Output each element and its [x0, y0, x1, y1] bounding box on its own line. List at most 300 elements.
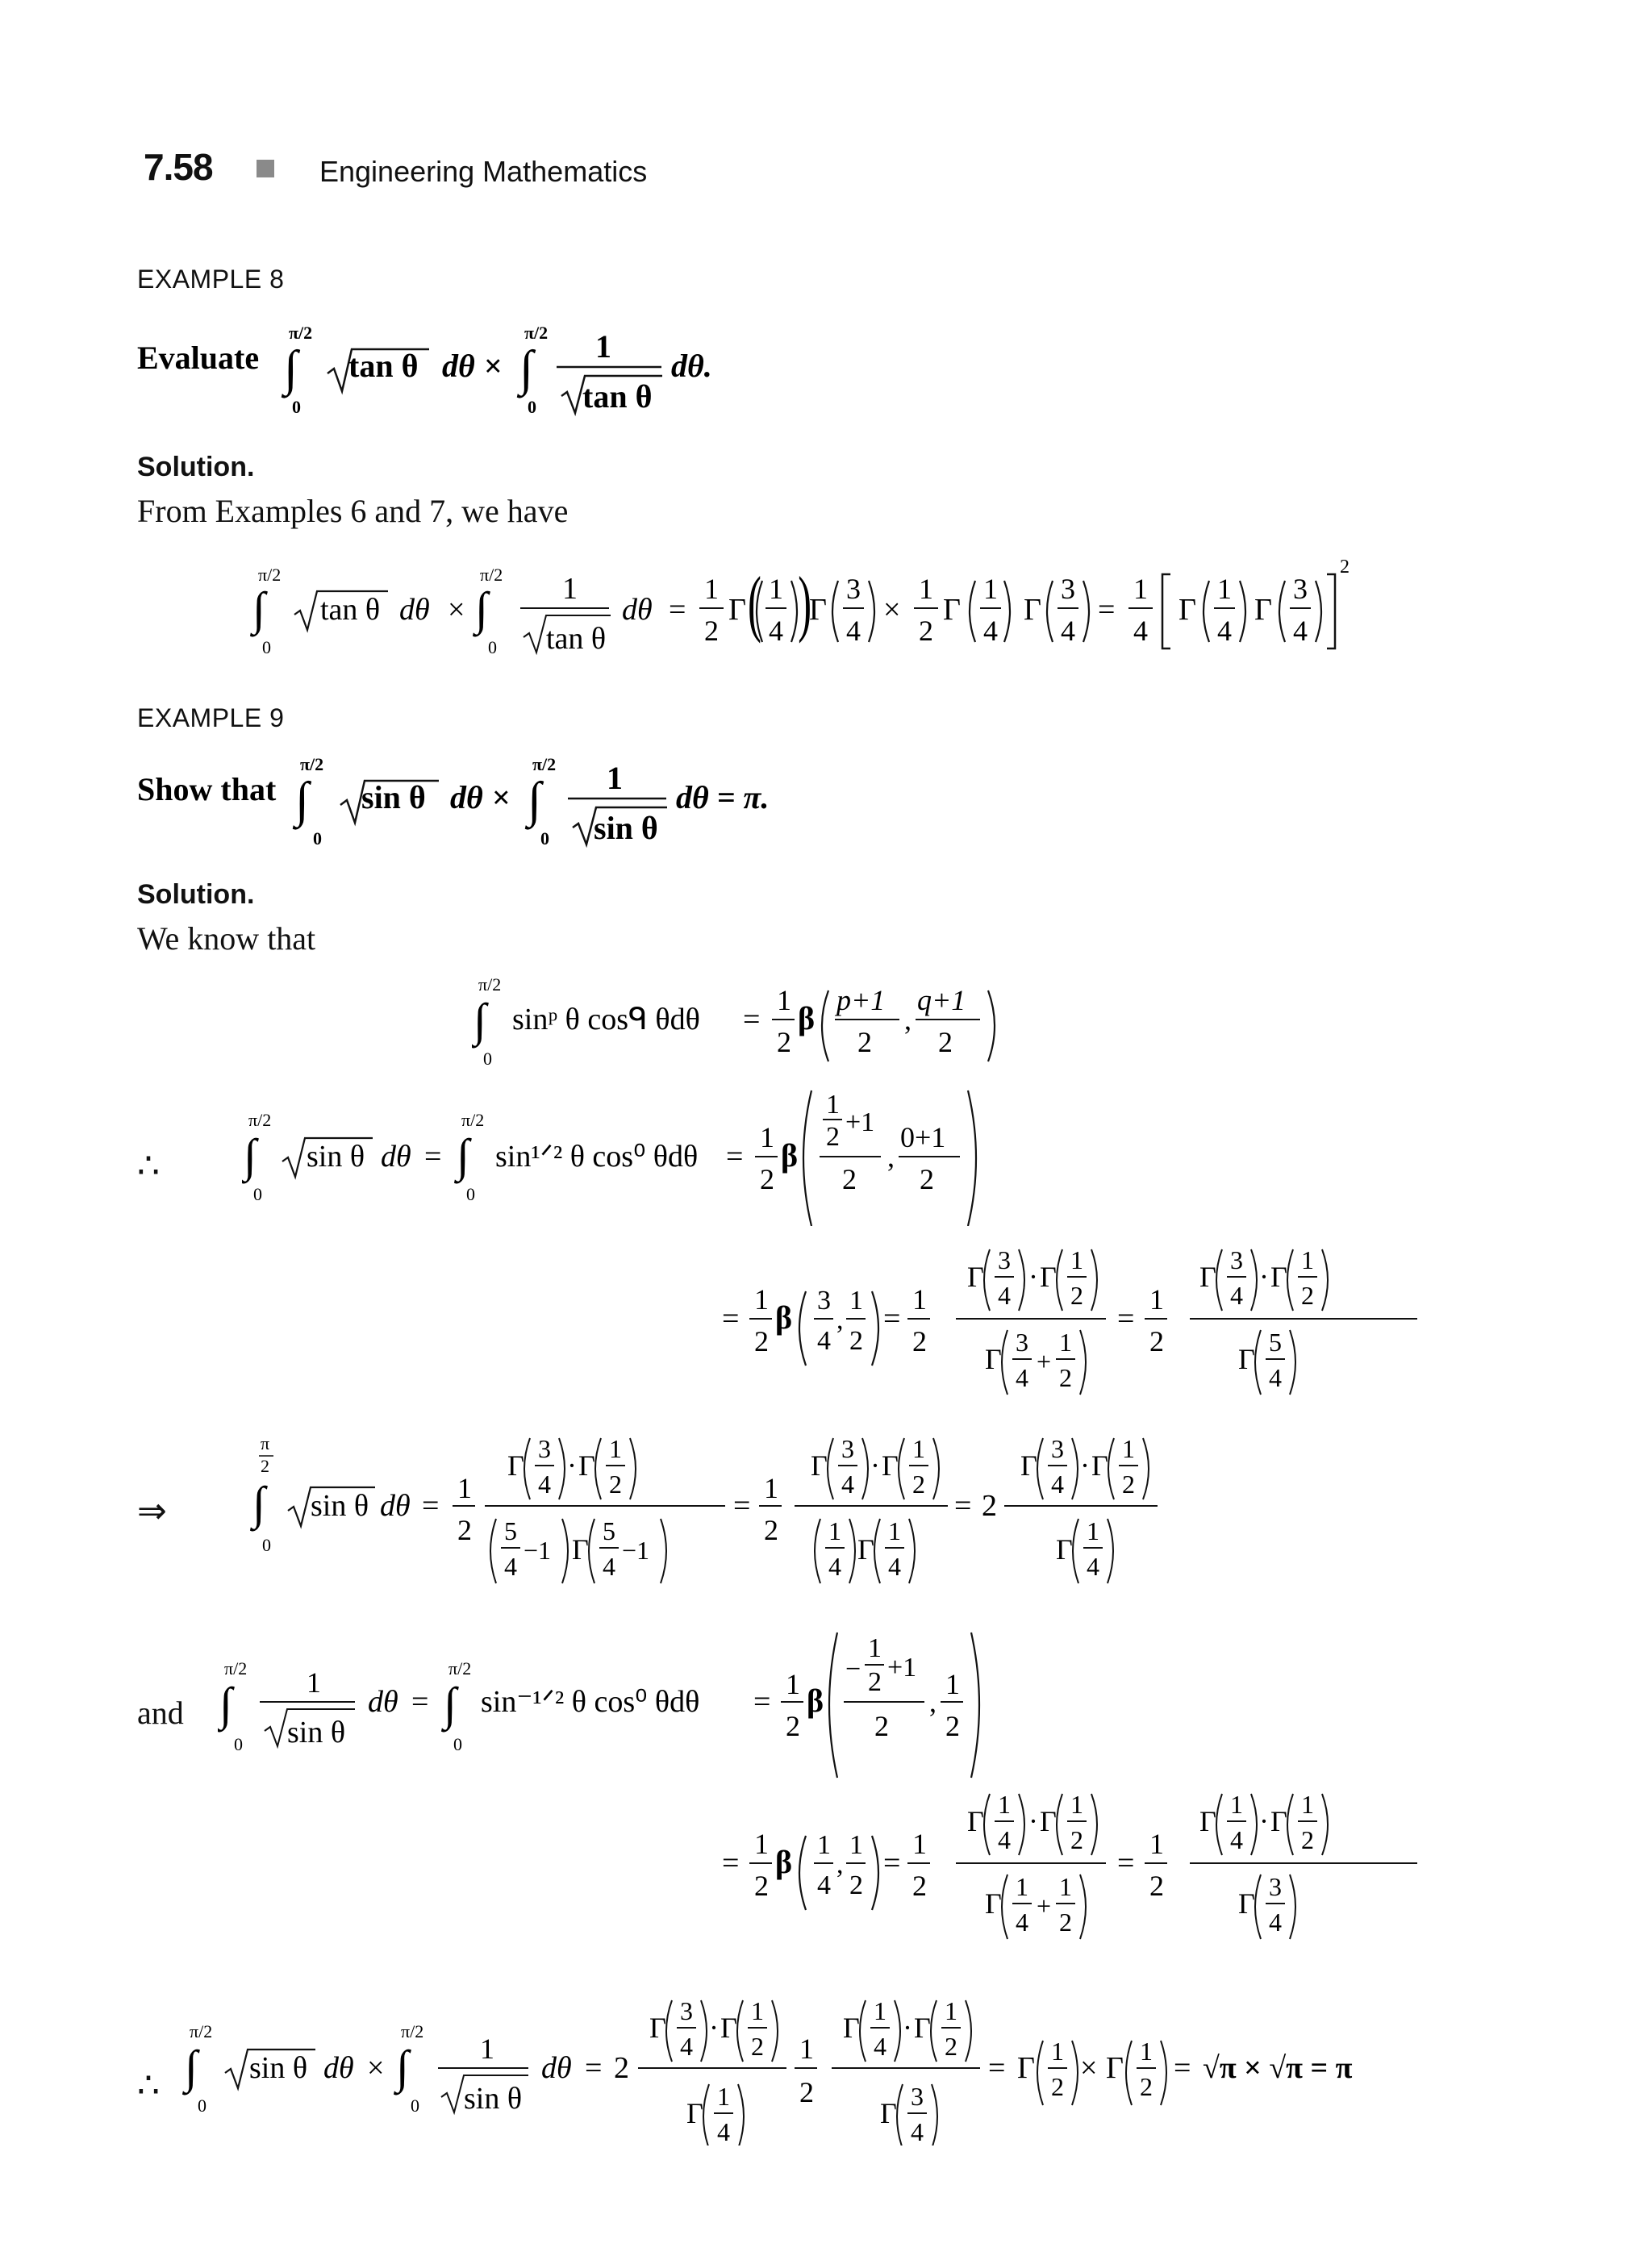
svg-text:−1: −1: [622, 1536, 650, 1565]
svg-text:×: ×: [883, 593, 901, 627]
svg-text:2: 2: [764, 1514, 778, 1546]
svg-text:4: 4: [538, 1470, 551, 1499]
problem-word: Show that: [137, 771, 277, 807]
svg-text:∫: ∫: [185, 2041, 198, 2093]
svg-text:dθ.: dθ.: [671, 348, 712, 384]
svg-text:2: 2: [614, 2051, 629, 2085]
svg-text:+1: +1: [887, 1653, 917, 1683]
svg-text:1: 1: [868, 1633, 882, 1663]
svg-text:∫: ∫: [284, 341, 298, 396]
svg-text:0: 0: [528, 397, 536, 417]
svg-text:0: 0: [198, 2095, 206, 2116]
svg-text:0: 0: [540, 828, 549, 849]
svg-text:3: 3: [538, 1434, 551, 1463]
svg-text:×: ×: [484, 348, 503, 384]
svg-text:Γ: Γ: [1056, 1533, 1073, 1566]
svg-text:·: ·: [1259, 1805, 1269, 1837]
svg-text:1: 1: [764, 1472, 778, 1504]
svg-text:β: β: [781, 1137, 799, 1174]
svg-text:4: 4: [717, 2117, 730, 2145]
svg-text:2: 2: [1301, 1825, 1314, 1854]
svg-text:2: 2: [1070, 1281, 1083, 1310]
svg-text:π/2: π/2: [300, 754, 324, 774]
svg-text:=: =: [1174, 2051, 1191, 2085]
svg-text:2: 2: [751, 2032, 764, 2061]
svg-text:dθ = π.: dθ = π.: [676, 779, 770, 815]
svg-text:Γ: Γ: [578, 1449, 595, 1482]
svg-text:Γ: Γ: [1040, 1805, 1057, 1837]
svg-text:1: 1: [912, 1434, 925, 1463]
svg-text:,: ,: [929, 1686, 937, 1718]
example-8-intro: From Examples 6 and 7, we have: [137, 493, 569, 529]
svg-text:=: =: [743, 1003, 761, 1036]
svg-text:Γ: Γ: [720, 2012, 737, 2044]
svg-text:): ): [798, 562, 812, 645]
svg-text:1: 1: [751, 1996, 764, 2025]
svg-text:1: 1: [1301, 1245, 1314, 1274]
svg-text:sin θ: sin θ: [307, 1140, 365, 1174]
svg-text:4: 4: [874, 2032, 886, 2061]
svg-text:Γ: Γ: [572, 1533, 589, 1566]
svg-text:(: (: [748, 562, 761, 645]
svg-text:2: 2: [754, 1870, 769, 1902]
svg-text:2: 2: [842, 1163, 857, 1195]
svg-text:=: =: [411, 1685, 429, 1719]
svg-text:π/2: π/2: [478, 974, 502, 995]
svg-text:1: 1: [849, 1830, 863, 1860]
svg-text:0: 0: [453, 1734, 462, 1754]
svg-text:1: 1: [307, 1666, 321, 1699]
svg-text:1: 1: [874, 1996, 886, 2025]
svg-text:1: 1: [609, 1434, 622, 1463]
svg-text:tan θ: tan θ: [320, 593, 381, 627]
svg-text:2: 2: [919, 615, 933, 647]
svg-text:=: =: [883, 1302, 901, 1336]
svg-text:·: ·: [1259, 1261, 1269, 1293]
svg-text:Γ: Γ: [1199, 1805, 1216, 1837]
svg-text:0: 0: [234, 1734, 243, 1754]
book-title: Engineering Mathematics: [319, 155, 648, 188]
example-8-problem: [137, 319, 750, 427]
svg-text:1: 1: [1140, 2037, 1153, 2066]
page-number: 7.58: [144, 146, 213, 188]
svg-text:sin θ: sin θ: [464, 2082, 523, 2116]
svg-text:=: =: [954, 1489, 972, 1523]
svg-text:π/2: π/2: [448, 1658, 472, 1678]
svg-text:∫: ∫: [295, 773, 309, 828]
svg-text:4: 4: [769, 615, 783, 647]
svg-text:1: 1: [1051, 2037, 1064, 2066]
svg-text:=: =: [988, 2051, 1006, 2085]
svg-text:4: 4: [1269, 1363, 1282, 1392]
example-9-intro: We know that: [137, 920, 316, 957]
svg-text:∫: ∫: [528, 773, 541, 828]
svg-text:×: ×: [492, 779, 511, 815]
svg-text:Γ: Γ: [843, 2012, 860, 2044]
svg-text:1: 1: [777, 984, 791, 1016]
svg-text:3: 3: [680, 1996, 693, 2025]
svg-text:1: 1: [1301, 1790, 1314, 1819]
svg-text:sin θ: sin θ: [311, 1489, 369, 1523]
svg-text:3: 3: [1293, 573, 1308, 605]
svg-text:4: 4: [1269, 1908, 1282, 1937]
svg-text:=: =: [1117, 1846, 1135, 1880]
svg-text:1: 1: [983, 573, 998, 605]
svg-text:4: 4: [1230, 1281, 1243, 1310]
svg-text:=: =: [883, 1846, 901, 1880]
svg-text:=: =: [726, 1140, 744, 1174]
therefore-symbol-1: ∴: [137, 1146, 160, 1186]
svg-text:1: 1: [1070, 1790, 1083, 1819]
svg-text:×: ×: [448, 593, 465, 627]
svg-text:2: 2: [874, 1710, 889, 1742]
svg-text:4: 4: [911, 2117, 924, 2145]
svg-text:∫: ∫: [252, 1477, 265, 1529]
svg-text:Γ: Γ: [880, 2097, 897, 2129]
svg-text:4: 4: [817, 1326, 831, 1356]
svg-text:1: 1: [1230, 1790, 1243, 1819]
svg-text:3: 3: [1016, 1328, 1028, 1357]
svg-text:3: 3: [1061, 573, 1075, 605]
svg-text:2: 2: [1051, 2072, 1064, 2101]
svg-text:=: =: [669, 593, 686, 627]
svg-text:1: 1: [607, 760, 623, 796]
svg-text:2: 2: [1059, 1363, 1072, 1392]
svg-text:·: ·: [1028, 1261, 1038, 1293]
svg-text:2: 2: [868, 1667, 882, 1697]
svg-text:2: 2: [945, 2032, 957, 2061]
svg-text:4: 4: [1051, 1470, 1064, 1499]
svg-text:sin¹ᐟ² θ cos⁰ θdθ: sin¹ᐟ² θ cos⁰ θdθ: [495, 1140, 699, 1174]
svg-text:∫: ∫: [244, 1129, 257, 1182]
svg-text:0: 0: [253, 1184, 262, 1204]
svg-text:tan θ: tan θ: [546, 622, 607, 656]
svg-text:dθ: dθ: [380, 1489, 411, 1523]
implies-symbol: ⇒: [137, 1491, 167, 1531]
svg-text:∫: ∫: [252, 582, 265, 635]
svg-text:2: 2: [945, 1710, 960, 1742]
svg-text:Γ: Γ: [857, 1533, 874, 1566]
svg-text:4: 4: [888, 1552, 901, 1581]
svg-text:0: 0: [483, 1049, 492, 1069]
svg-text:β: β: [775, 1299, 793, 1336]
svg-text:Γ: Γ: [728, 593, 746, 627]
svg-text:sin θ: sin θ: [249, 2051, 308, 2085]
beta-gamma-conversion-1: [722, 1230, 1432, 1407]
svg-text:tan θ: tan θ: [582, 378, 653, 415]
svg-text:dθ: dθ: [450, 779, 483, 815]
svg-text:Γ: Γ: [1024, 593, 1041, 627]
svg-text:1: 1: [769, 573, 783, 605]
svg-text:2: 2: [912, 1325, 927, 1357]
svg-text:2: 2: [826, 1122, 840, 1152]
svg-text:,: ,: [887, 1141, 895, 1173]
example-9-problem: [137, 750, 831, 859]
svg-text:∫: ∫: [219, 1678, 232, 1730]
example-8-heading: EXAMPLE 8: [137, 265, 285, 294]
svg-text:3: 3: [846, 573, 861, 605]
svg-text:4: 4: [1016, 1908, 1028, 1937]
svg-text:Γ: Γ: [1238, 1343, 1255, 1375]
svg-text:Γ: Γ: [967, 1805, 984, 1837]
example-8-solution-heading: Solution.: [137, 452, 255, 482]
svg-text:·: ·: [870, 1449, 880, 1482]
svg-text:4: 4: [1217, 615, 1232, 647]
svg-text:∫: ∫: [519, 341, 533, 396]
svg-text:=: =: [1117, 1302, 1135, 1336]
svg-text:=: =: [753, 1685, 771, 1719]
svg-text:sin θ: sin θ: [287, 1716, 346, 1749]
svg-text:×: ×: [1080, 2051, 1098, 2085]
svg-text:2: 2: [261, 1456, 269, 1476]
svg-text:5: 5: [504, 1516, 517, 1545]
svg-text:π/2: π/2: [401, 2021, 424, 2041]
svg-text:π/2: π/2: [480, 565, 503, 585]
svg-text:tan θ: tan θ: [348, 348, 419, 384]
svg-text:0: 0: [262, 637, 271, 657]
svg-text:2: 2: [760, 1163, 774, 1195]
svg-text:1: 1: [760, 1121, 774, 1153]
svg-text:β: β: [775, 1844, 793, 1880]
svg-text:2: 2: [457, 1514, 472, 1546]
svg-text:·: ·: [1080, 1449, 1090, 1482]
svg-text:Γ: Γ: [1199, 1261, 1216, 1293]
svg-text:=: =: [1098, 593, 1116, 627]
svg-text:2: 2: [1122, 1470, 1135, 1499]
svg-text:Γ: Γ: [967, 1261, 984, 1293]
svg-text:2: 2: [849, 1870, 863, 1900]
svg-text:2: 2: [849, 1326, 863, 1356]
svg-text:4: 4: [828, 1552, 841, 1581]
svg-text:√π × √π = π: √π × √π = π: [1203, 2051, 1353, 2085]
svg-text:Γ: Γ: [985, 1343, 1002, 1375]
svg-text:β: β: [798, 1000, 816, 1036]
svg-text:−: −: [845, 1654, 861, 1684]
svg-text:Γ: Γ: [1270, 1261, 1287, 1293]
svg-text:Γ: Γ: [686, 2097, 703, 2129]
problem-word: Evaluate: [137, 340, 260, 376]
svg-text:∫: ∫: [444, 1678, 457, 1730]
svg-text:4: 4: [998, 1825, 1011, 1854]
svg-text:·: ·: [709, 2012, 719, 2044]
svg-text:−1: −1: [524, 1536, 552, 1565]
svg-text:·: ·: [903, 2012, 912, 2044]
svg-text:2: 2: [1340, 557, 1350, 578]
svg-text:Γ: Γ: [1254, 593, 1272, 627]
svg-text:2: 2: [1070, 1825, 1083, 1854]
svg-text:1: 1: [1070, 1245, 1083, 1274]
svg-text:1: 1: [704, 573, 719, 605]
svg-text:2: 2: [857, 1026, 872, 1058]
svg-text:3: 3: [1051, 1434, 1064, 1463]
svg-text:3: 3: [998, 1245, 1011, 1274]
svg-text:Γ: Γ: [1020, 1449, 1037, 1482]
example-9-heading: EXAMPLE 9: [137, 703, 285, 732]
svg-text:4: 4: [841, 1470, 854, 1499]
svg-text:Γ: Γ: [1017, 2051, 1035, 2085]
svg-text:,: ,: [836, 1305, 844, 1335]
svg-text:2: 2: [786, 1710, 800, 1742]
svg-text:1: 1: [1059, 1872, 1072, 1901]
svg-text:0: 0: [313, 828, 322, 849]
svg-text:∫: ∫: [473, 994, 486, 1046]
svg-text:sinᵖ θ cosᑫ θdθ: sinᵖ θ cosᑫ θdθ: [512, 1003, 700, 1036]
svg-text:1: 1: [1122, 1434, 1135, 1463]
svg-text:π/2: π/2: [461, 1110, 485, 1130]
svg-text:2: 2: [799, 2076, 814, 2108]
svg-text:1: 1: [480, 2033, 494, 2065]
svg-text:dθ: dθ: [323, 2051, 354, 2085]
svg-text:Γ: Γ: [882, 1449, 899, 1482]
svg-text:4: 4: [1016, 1363, 1028, 1392]
svg-text:=: =: [722, 1302, 740, 1336]
svg-text:Γ: Γ: [507, 1449, 524, 1482]
svg-text:Γ: Γ: [1040, 1261, 1057, 1293]
svg-text:,: ,: [836, 1849, 844, 1879]
svg-text:1: 1: [1149, 1828, 1164, 1860]
svg-text:2: 2: [982, 1489, 997, 1523]
svg-text:2: 2: [777, 1026, 791, 1058]
svg-text:1: 1: [562, 572, 578, 606]
svg-text:Γ: Γ: [1270, 1805, 1287, 1837]
svg-text:π/2: π/2: [289, 323, 313, 343]
svg-text:dθ: dθ: [368, 1685, 398, 1719]
svg-text:1: 1: [888, 1516, 901, 1545]
and-word: and: [137, 1695, 184, 1731]
svg-text:4: 4: [680, 2032, 693, 2061]
svg-text:π/2: π/2: [258, 565, 282, 585]
svg-text:4: 4: [603, 1552, 615, 1581]
svg-text:π/2: π/2: [248, 1110, 272, 1130]
svg-text:=: =: [585, 2051, 603, 2085]
svg-text:Γ: Γ: [809, 593, 827, 627]
svg-text:1: 1: [998, 1790, 1011, 1819]
svg-text:1: 1: [849, 1286, 863, 1316]
svg-text:1: 1: [1016, 1872, 1028, 1901]
svg-text:1: 1: [826, 1090, 840, 1120]
header-separator-square: [257, 160, 274, 177]
inverse-sin-integral-step: [218, 1621, 1008, 1783]
svg-text:1: 1: [1217, 573, 1232, 605]
svg-text:1: 1: [799, 2033, 814, 2065]
svg-text:Γ: Γ: [985, 1887, 1002, 1920]
svg-text:4: 4: [817, 1870, 831, 1900]
svg-text:5: 5: [603, 1516, 615, 1545]
svg-text:2: 2: [920, 1163, 934, 1195]
svg-text:Γ: Γ: [1179, 593, 1196, 627]
svg-text:=: =: [722, 1846, 740, 1880]
svg-text:dθ: dθ: [442, 348, 475, 384]
svg-text:2: 2: [609, 1470, 622, 1499]
svg-text:2: 2: [1149, 1870, 1164, 1902]
svg-text:0: 0: [292, 397, 301, 417]
svg-text:2: 2: [1149, 1325, 1164, 1357]
svg-text:π/2: π/2: [532, 754, 557, 774]
svg-text:2: 2: [912, 1470, 925, 1499]
svg-text:0: 0: [262, 1535, 271, 1555]
svg-text:1: 1: [595, 328, 611, 365]
example-9-solution-heading: Solution.: [137, 879, 255, 910]
svg-text:3: 3: [841, 1434, 854, 1463]
svg-text:+: +: [1037, 1347, 1052, 1376]
svg-text:1: 1: [945, 1996, 957, 2025]
svg-text:2: 2: [754, 1325, 769, 1357]
svg-text:Γ: Γ: [914, 2012, 931, 2044]
svg-text:dθ: dθ: [381, 1140, 411, 1174]
svg-text:∫: ∫: [475, 582, 488, 635]
svg-text:2: 2: [1140, 2072, 1153, 2101]
svg-text:1: 1: [754, 1283, 769, 1316]
svg-text:sin⁻¹ᐟ² θ cos⁰ θdθ: sin⁻¹ᐟ² θ cos⁰ θdθ: [481, 1685, 700, 1719]
sin-integral-gamma-simplification: [246, 1424, 1238, 1601]
svg-text:=: =: [733, 1489, 751, 1523]
svg-text:β: β: [807, 1683, 824, 1719]
svg-text:0+1: 0+1: [900, 1121, 946, 1153]
svg-text:π: π: [261, 1433, 270, 1453]
svg-text:4: 4: [1293, 615, 1308, 647]
svg-text:=: =: [424, 1140, 442, 1174]
svg-text:1: 1: [786, 1668, 800, 1700]
svg-text:2: 2: [704, 615, 719, 647]
svg-text:sin θ: sin θ: [594, 810, 658, 846]
svg-text:4: 4: [504, 1552, 517, 1581]
svg-text:π/2: π/2: [190, 2021, 213, 2041]
svg-text:1: 1: [457, 1472, 472, 1504]
beta-gamma-conversion-2: [722, 1774, 1432, 1952]
svg-text:1: 1: [817, 1830, 831, 1860]
svg-text:1: 1: [1087, 1516, 1099, 1545]
svg-text:1: 1: [912, 1283, 927, 1316]
svg-text:×: ×: [367, 2051, 385, 2085]
svg-text:·: ·: [1028, 1805, 1038, 1837]
svg-text:π/2: π/2: [524, 323, 549, 343]
svg-text:+: +: [1037, 1891, 1052, 1920]
svg-text:2: 2: [938, 1026, 953, 1058]
svg-text:2: 2: [912, 1870, 927, 1902]
svg-text:∫: ∫: [396, 2041, 409, 2093]
svg-text:3: 3: [911, 2082, 924, 2111]
svg-text:1: 1: [828, 1516, 841, 1545]
svg-text:0: 0: [411, 2095, 419, 2116]
svg-text:0: 0: [466, 1184, 475, 1204]
svg-text:4: 4: [1087, 1552, 1099, 1581]
svg-text:Γ: Γ: [811, 1449, 828, 1482]
svg-text:5: 5: [1269, 1328, 1282, 1357]
svg-text:dθ: dθ: [399, 593, 430, 627]
svg-text:,: ,: [904, 1003, 912, 1036]
svg-text:q+1: q+1: [917, 984, 966, 1016]
svg-text:2: 2: [1301, 1281, 1314, 1310]
svg-text:3: 3: [1230, 1245, 1243, 1274]
svg-text:1: 1: [717, 2082, 730, 2111]
svg-text:1: 1: [1059, 1328, 1072, 1357]
svg-text:π/2: π/2: [224, 1658, 248, 1678]
svg-text:p+1: p+1: [836, 984, 886, 1016]
sin-theta-integral-step: [242, 1073, 1008, 1226]
example-8-result-equation: [246, 557, 1432, 669]
svg-text:=: =: [422, 1489, 440, 1523]
svg-text:2: 2: [1059, 1908, 1072, 1937]
svg-text:Γ: Γ: [1238, 1887, 1255, 1920]
svg-text:Γ: Γ: [649, 2012, 666, 2044]
svg-text:·: ·: [567, 1449, 577, 1482]
svg-text:1: 1: [912, 1828, 927, 1860]
svg-text:4: 4: [1230, 1825, 1243, 1854]
svg-text:4: 4: [846, 615, 861, 647]
svg-text:∫: ∫: [457, 1129, 469, 1182]
svg-text:1: 1: [1133, 573, 1148, 605]
svg-text:1: 1: [919, 573, 933, 605]
